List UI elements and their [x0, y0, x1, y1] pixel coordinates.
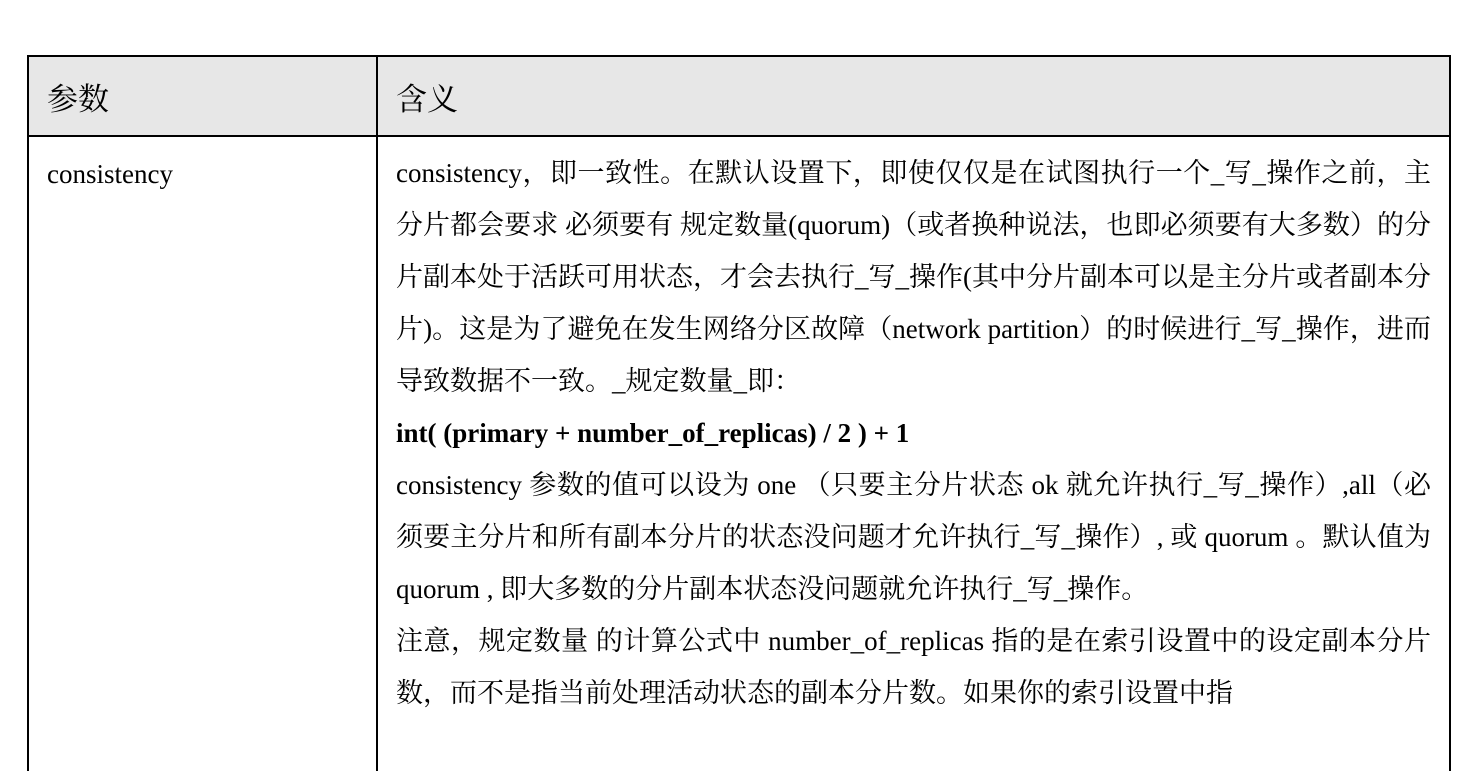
- header-param: 参数: [28, 56, 377, 136]
- parameter-table: [27, 55, 1451, 771]
- meaning-cell: [377, 136, 1450, 771]
- description-paragraph: 注意，规定数量 的计算公式中 number_of_replicas 指的是在索引设置中的设定副本分片数，而不是指当前处理活动状态的副本分片数。如果你的索引设置中指: [396, 626, 1431, 708]
- description-paragraph: consistency 参数的值可以设为 one （只要主分片状态 ok 就允许执行_写_操作）,all（必须要主分片和所有副本分片的状态没问题才允许执行_写_操作）, 或 quorum 。默认值为 quorum , 即大多数的分片副本状态没问题就允许执行_写_操作。: [396, 470, 1431, 604]
- table-row: [28, 136, 1450, 771]
- table-header-row: [28, 56, 1450, 136]
- description-paragraph: consistency，即一致性。在默认设置下，即使仅仅是在试图执行一个_写_操作之前，主分片都会要求 必须要有 规定数量(quorum)（或者换种说法，也即必须要有大多数）的分片副本处于活跃可用状态，才会去执行_写_操作(其中分片副本可以是主分片或者副本分片)。这是为了避免在发生网络分区故障（network partition）的时候进行_写_操作，进而导致数据不一致。_规定数量_即：: [396, 158, 1431, 396]
- quorum-formula: int( (primary + number_of_replicas) / 2 ) + 1: [396, 418, 910, 448]
- header-meaning: 含义: [377, 56, 1450, 136]
- param-name-cell: consistency: [28, 136, 377, 771]
